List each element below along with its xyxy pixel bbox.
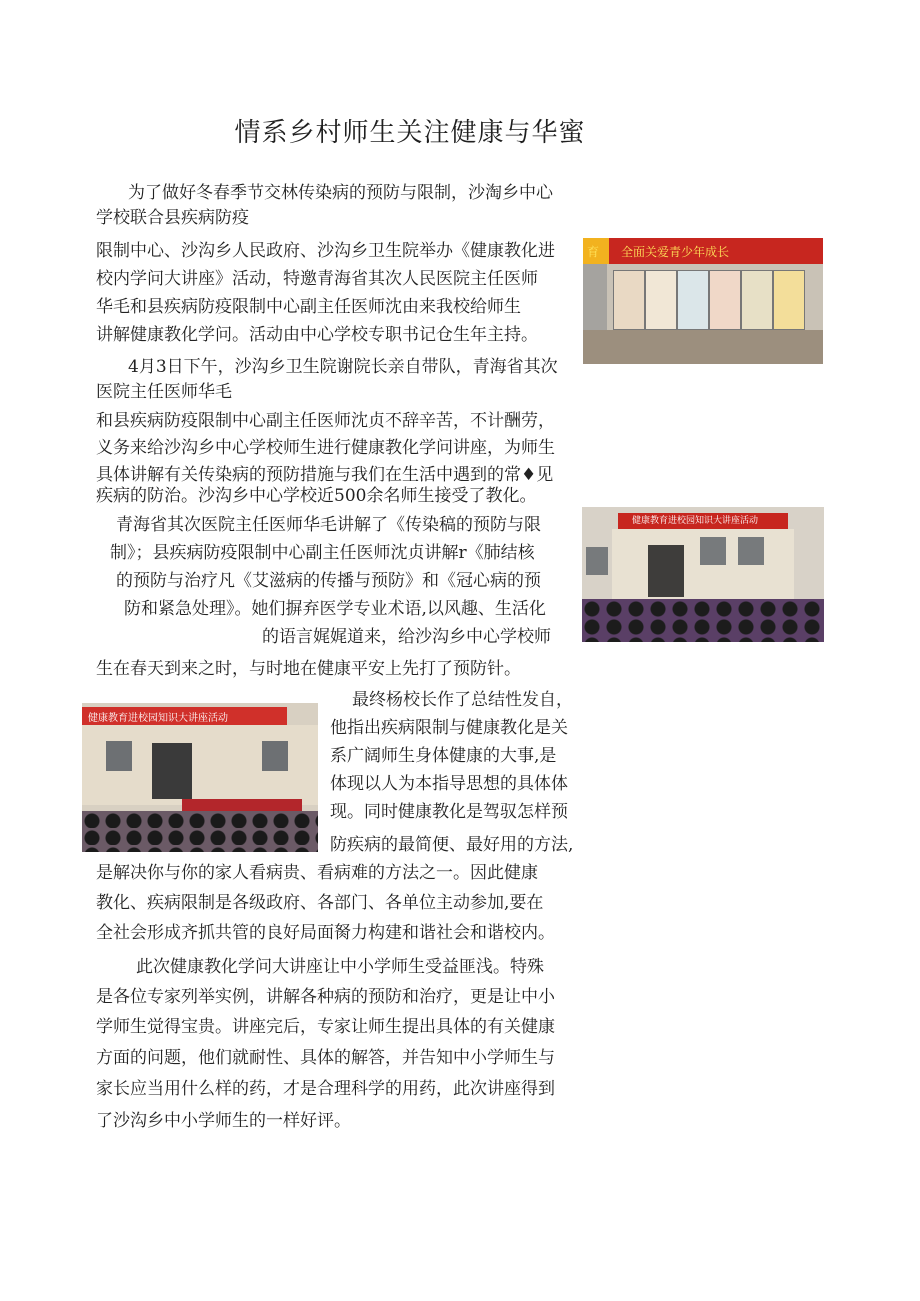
text-line: 体现以人为本指导思想的具体体 — [330, 774, 568, 794]
photo-banner-text: 健康教育进校园知识大讲座活动 — [632, 516, 759, 526]
poster-board — [613, 270, 645, 330]
text-line: 最终杨校长作了总结性发自， — [352, 690, 573, 710]
photo-banner-text: 健康教育进校园知识大讲座活动 — [88, 713, 228, 724]
text-line: 现。同时健康教化是驾驭怎样预 — [330, 802, 568, 822]
text-line: 华毛和县疾病防疫限制中心副主任医师沈由来我校给师生 — [96, 297, 521, 317]
text-line: 防和紧急处理》。她们摒弃医学专业术语,以风趣、生活化 — [124, 599, 546, 619]
page-title: 情系乡村师生关注健康与华蜜 — [234, 118, 586, 148]
photo-banner-text: 全面关爱青少年成长 — [621, 245, 730, 259]
text-line: 具体讲解有关传染病的预防措施与我们在生活中遇到的常♦见 — [96, 465, 554, 485]
photo-window — [700, 537, 726, 565]
text-line: 讲解健康教化学问。活动由中心学校专职书记仓生年主持。 — [96, 325, 538, 345]
text-line: 全社会形成齐抓共管的良好局面胬力构建和谐社会和谐校内。 — [96, 923, 555, 943]
photo-door — [648, 545, 684, 597]
text-line: 家长应当用什么样的药，才是合理科学的用药，此次讲座得到 — [96, 1079, 555, 1099]
text-line: 青海省其次医院主任医师华毛讲解了《传染稿的预防与限 — [116, 515, 541, 535]
text-line: 此次健康教化学问大讲座让中小学师生受益匪浅。特殊 — [136, 957, 544, 977]
text-line: 了沙沟乡中小学师生的一样好评。 — [96, 1111, 351, 1131]
text-line: 是各位专家列举实例，讲解各种病的预防和治疗，更是让中小 — [96, 987, 555, 1007]
poster-board — [773, 270, 805, 330]
photo-banner-edge-text: 育 — [587, 245, 600, 259]
text-line: 生在春天到来之时，与时地在健康平安上先打了预防针。 — [96, 659, 521, 679]
text-line: 疾病的防治。沙沟乡中心学校近500余名师生接受了教化。 — [96, 486, 537, 506]
text-line: 教化、疾病限制是各级政府、各部门、各单位主动参加,要在 — [96, 893, 544, 913]
photo-crowd — [582, 599, 824, 642]
text-line: 他指出疾病限制与健康教化是关 — [330, 718, 568, 738]
photo-window — [738, 537, 764, 565]
text-line: 校内学问大讲座》活动，特邀青海省其次人民医院主任医师 — [96, 269, 538, 289]
text-line: 义务来给沙沟乡中心学校师生进行健康教化学问讲座，为师生 — [96, 438, 555, 458]
poster-board — [709, 270, 741, 330]
text-line: 系广阔师生身体健康的大事,是 — [330, 746, 557, 766]
photo-window — [106, 741, 132, 771]
photo-ground — [583, 330, 823, 364]
text-line: 的语言娓娓道来，给沙沟乡中心学校师 — [262, 627, 551, 647]
lecture-stage-photo — [82, 703, 318, 852]
photo-window — [586, 547, 608, 575]
text-line: 的预防与治疗凡《艾滋病的传播与预防》和《冠心病的预 — [116, 571, 541, 591]
photo-crowd — [82, 811, 318, 852]
text-line: 防疾病的最简便、最好用的方法, — [330, 835, 574, 855]
poster-board — [741, 270, 773, 330]
text-line: 学校联合县疾病防疫 — [96, 208, 249, 228]
text-line: 和县疾病防疫限制中心副主任医师沈贞不辞辛苦，不计酬劳， — [96, 411, 555, 431]
text-line: 为了做好冬春季节交林传染病的预防与限制，沙淘乡中心 — [128, 183, 553, 203]
text-line: 是解决你与你的家人看病贵、看病难的方法之一。因此健康 — [96, 863, 538, 883]
lecture-crowd-photo — [582, 507, 824, 642]
text-line: 方面的问题，他们就耐性、具体的解答，并告知中小学师生与 — [96, 1048, 555, 1068]
text-line: 限制中心、沙沟乡人民政府、沙沟乡卫生院举办《健康教化进 — [96, 241, 555, 261]
text-line: 4月3日下午，沙沟乡卫生院谢院长亲自带队，青海省其次 — [128, 357, 558, 377]
poster-board — [677, 270, 709, 330]
text-line: 医院主任医师华毛 — [96, 382, 232, 402]
text-line: 制》；县疾病防疫限制中心副主任医师沈贞讲解r《肺结核 — [110, 543, 535, 563]
photo-door — [152, 743, 192, 799]
exhibition-photo — [583, 238, 823, 364]
photo-wall — [583, 264, 607, 334]
photo-window — [262, 741, 288, 771]
poster-board — [645, 270, 677, 330]
text-line: 学师生觉得宝贵。讲座完后，专家让师生提出具体的有关健康 — [96, 1017, 555, 1037]
